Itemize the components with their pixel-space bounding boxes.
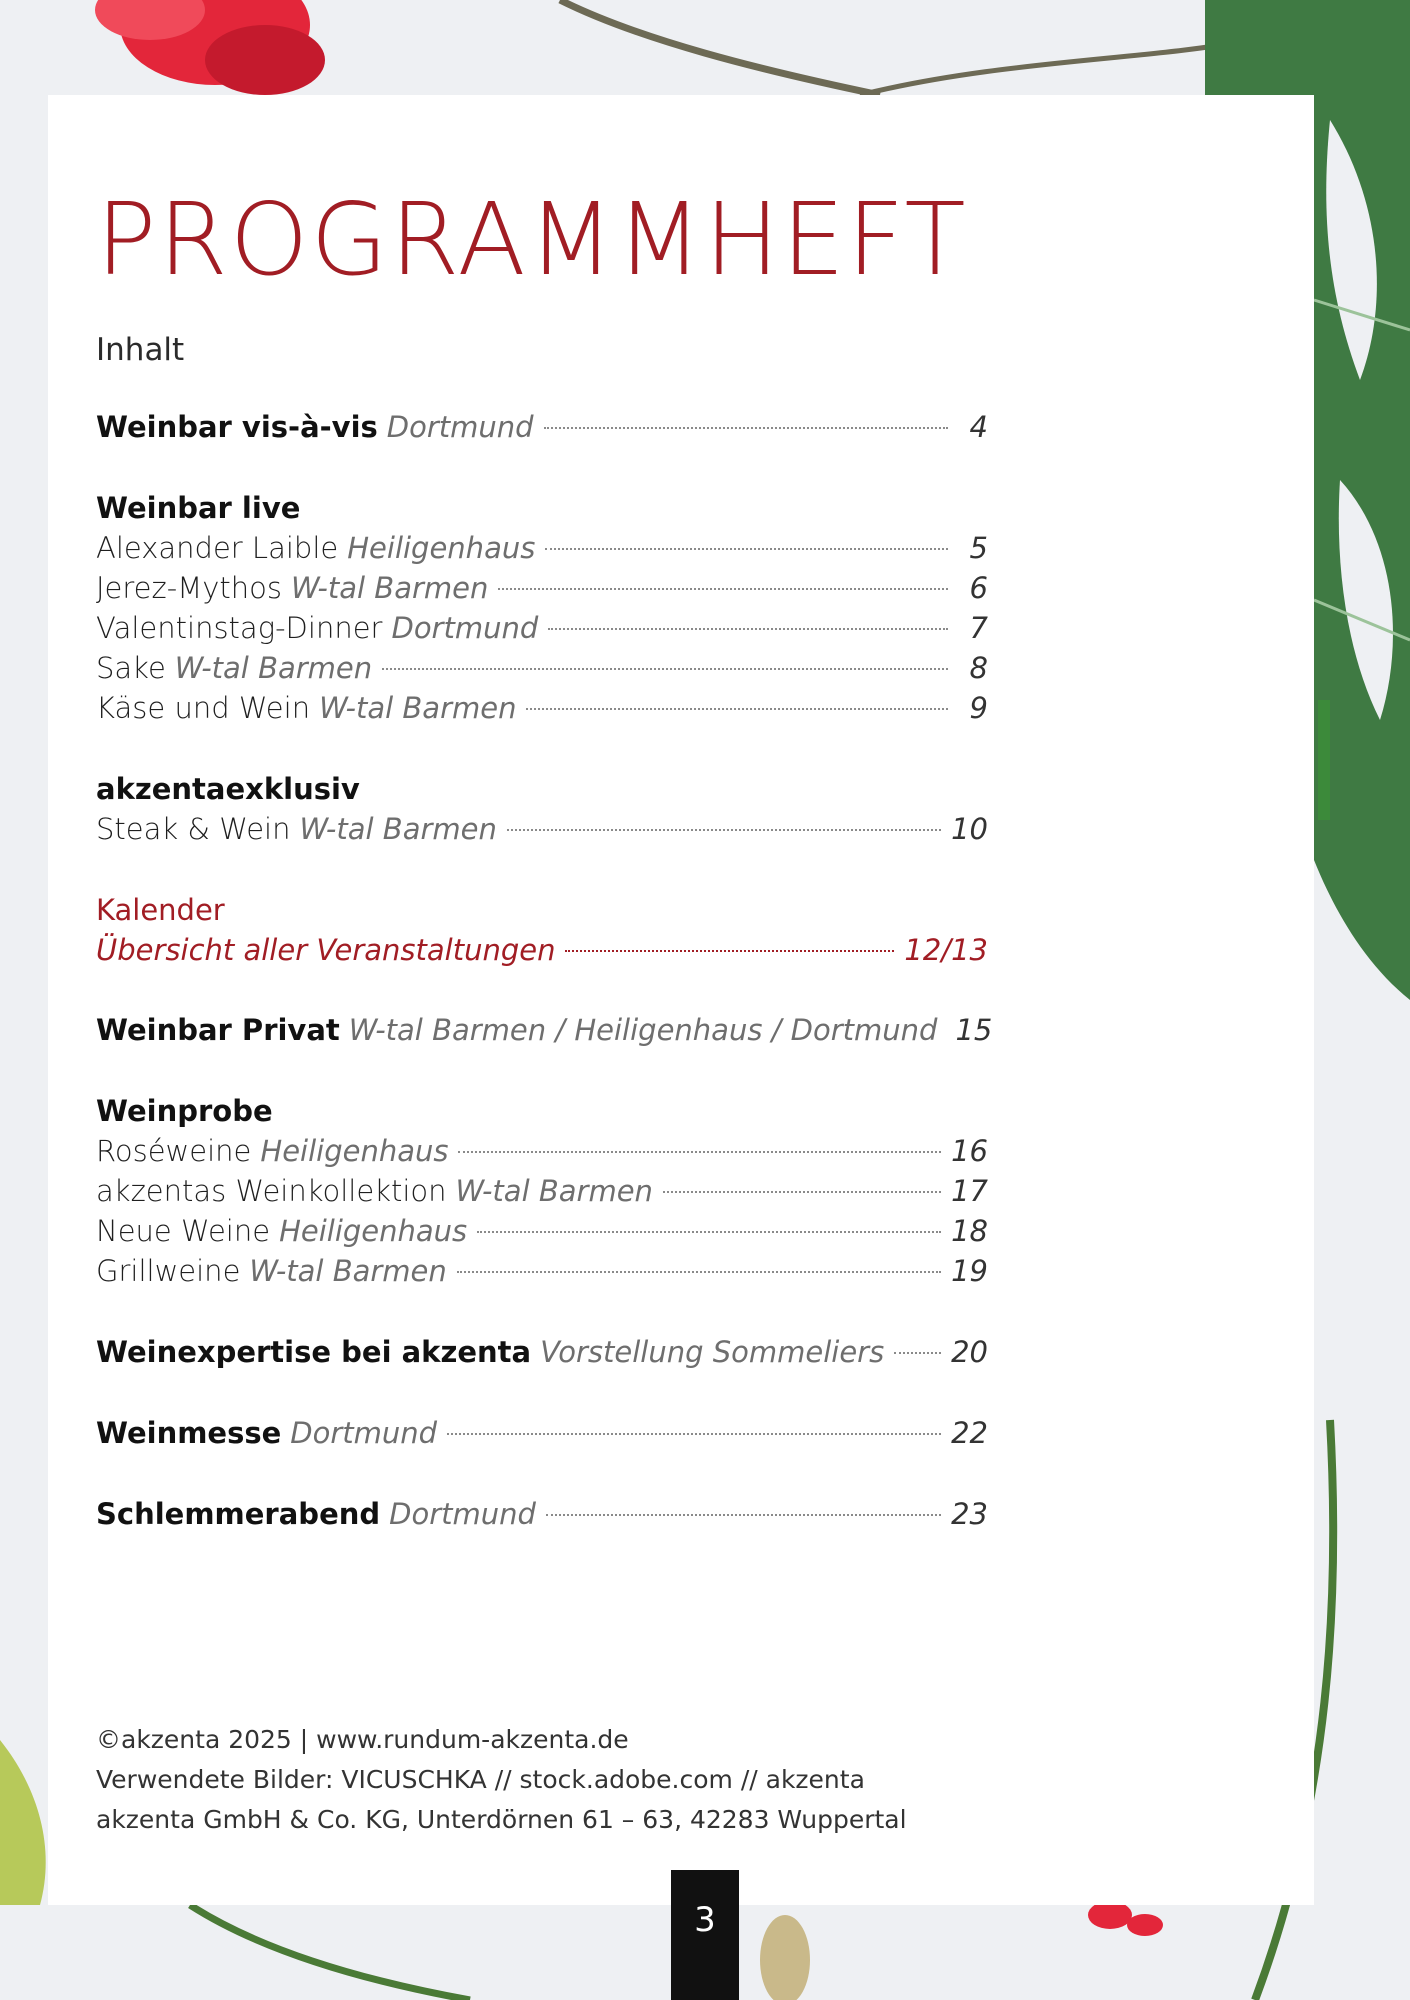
toc-entry[interactable] [96, 568, 988, 608]
toc-entry-page: 4 [969, 410, 988, 444]
green-stem [1318, 700, 1330, 820]
toc-entry-page: 9 [969, 691, 988, 725]
bud-icon [760, 1915, 810, 2000]
toc-entry-page: 19 [951, 1254, 988, 1288]
toc-entry-page: 8 [969, 651, 988, 685]
toc-entry-weinbar-vis-a-vis[interactable] [96, 407, 988, 447]
dot-leader [544, 427, 948, 429]
toc-entry-page: 6 [969, 571, 988, 605]
toc-section-weinprobe: Weinprobe [96, 1094, 273, 1128]
imprint-footer [96, 1720, 996, 1840]
toc-entry-page: 10 [951, 812, 988, 846]
toc-entry-page: 17 [951, 1174, 988, 1208]
page-number: 3 [671, 1870, 739, 2000]
toc-entry-location: W-tal Barmen / Heiligenhaus / Dortmund [348, 1013, 938, 1047]
toc-entry-page: 22 [951, 1416, 988, 1450]
toc-entry-location: Dortmund [389, 1497, 536, 1531]
toc-entry-page: 16 [951, 1134, 988, 1168]
dot-leader [458, 1151, 941, 1153]
toc-entry[interactable] [96, 648, 988, 688]
toc-entry-label: Alexander Laible [96, 531, 339, 565]
toc-entry-location: Vorstellung Sommeliers [540, 1335, 885, 1369]
toc-entry-location: Heiligenhaus [347, 531, 536, 565]
toc-section-weinbar-live: Weinbar live [96, 491, 301, 525]
toc-section-akzentaexklusiv: akzentaexklusiv [96, 772, 360, 806]
image-credits-line: Verwendete Bilder: VICUSCHKA // stock.adobe.com // akzenta [96, 1765, 865, 1794]
toc-entry-label: Sake [96, 651, 166, 685]
dot-leader [663, 1191, 941, 1193]
toc-entry-label: Weinmesse [96, 1416, 282, 1450]
page-title: PROGRAMMHEFT [96, 181, 968, 298]
dot-leader [546, 1514, 941, 1516]
toc-entry-location: Heiligenhaus [260, 1134, 449, 1168]
toc-entry-label: Weinbar Privat [96, 1013, 340, 1047]
subtitle: Inhalt [96, 332, 185, 368]
toc-entry-location: W-tal Barmen [455, 1174, 653, 1208]
toc-entry-location: W-tal Barmen [291, 571, 489, 605]
toc-entry[interactable] [96, 608, 988, 648]
table-of-contents [96, 407, 993, 1534]
stem-top-right [860, 40, 1250, 95]
toc-entry-label: Übersicht aller Veranstaltungen [96, 933, 556, 967]
toc-entry-label: Valentinstag-Dinner [96, 611, 383, 645]
toc-entry-location: W-tal Barmen [174, 651, 373, 685]
dot-leader [894, 1352, 941, 1354]
toc-entry-page: 18 [951, 1214, 988, 1248]
stem-bottom-left [190, 1905, 470, 2000]
toc-entry-page: 20 [951, 1335, 988, 1369]
dot-leader [545, 548, 948, 550]
dot-leader [507, 829, 941, 831]
toc-entry[interactable] [96, 528, 988, 568]
toc-entry-location: Dortmund [391, 611, 539, 645]
toc-entry[interactable] [96, 809, 988, 849]
toc-entry-location: Dortmund [386, 410, 534, 444]
leaf-bottom-left-icon [0, 1740, 46, 1905]
dot-leader [565, 950, 894, 952]
toc-entry-schlemmerabend[interactable] [96, 1494, 988, 1534]
toc-entry-label: Jerez-Mythos [96, 571, 282, 605]
toc-entry-location: W-tal Barmen [299, 812, 497, 846]
dot-leader [498, 588, 948, 590]
toc-section-head: Kalender [96, 893, 225, 927]
copyright-line: ©akzenta 2025 | www.rundum-akzenta.de [96, 1725, 629, 1754]
toc-entry-label: Schlemmerabend [96, 1497, 381, 1531]
dot-leader [447, 1433, 941, 1435]
red-berry-icon [1088, 1901, 1132, 1929]
toc-entry-label: Weinbar vis-à-vis [96, 410, 378, 444]
toc-entry[interactable] [96, 1211, 988, 1251]
toc-entry-label: Käse und Wein [96, 691, 311, 725]
toc-entry-label: Neue Weine [96, 1214, 271, 1248]
toc-entry-label: Roséweine [96, 1134, 252, 1168]
toc-entry-location: W-tal Barmen [249, 1254, 447, 1288]
toc-entry-page: 23 [951, 1497, 988, 1531]
toc-entry-weinmesse[interactable] [96, 1413, 988, 1453]
toc-entry-page: 12/13 [904, 933, 988, 967]
toc-entry-page: 7 [969, 611, 988, 645]
toc-section-kalender [96, 890, 988, 970]
toc-entry-location: Dortmund [290, 1416, 438, 1450]
toc-entry[interactable] [96, 1251, 988, 1291]
dot-leader [526, 708, 948, 710]
dot-leader [548, 628, 948, 630]
toc-entry-location: W-tal Barmen [319, 691, 517, 725]
dot-leader [457, 1271, 941, 1273]
address-line: akzenta GmbH & Co. KG, Unterdörnen 61 – 63, 42283 Wuppertal [96, 1805, 907, 1834]
toc-entry-label: Grillweine [96, 1254, 241, 1288]
dot-leader [477, 1231, 941, 1233]
toc-entry-label: Weinexpertise bei akzenta [96, 1335, 532, 1369]
toc-entry[interactable] [96, 1131, 988, 1171]
toc-entry-location: Heiligenhaus [279, 1214, 468, 1248]
toc-entry-page: 15 [955, 1013, 993, 1047]
toc-entry-label: Steak & Wein [96, 812, 291, 846]
dot-leader [382, 668, 948, 670]
toc-entry-label: akzentas Weinkollektion [96, 1174, 447, 1208]
toc-entry-weinbar-privat[interactable] [96, 1010, 993, 1050]
toc-entry-weinexpertise[interactable] [96, 1332, 988, 1372]
toc-entry-page: 5 [969, 531, 988, 565]
stem-top [560, 0, 880, 95]
toc-entry[interactable] [96, 930, 988, 970]
toc-entry[interactable] [96, 688, 988, 728]
toc-entry[interactable] [96, 1171, 988, 1211]
